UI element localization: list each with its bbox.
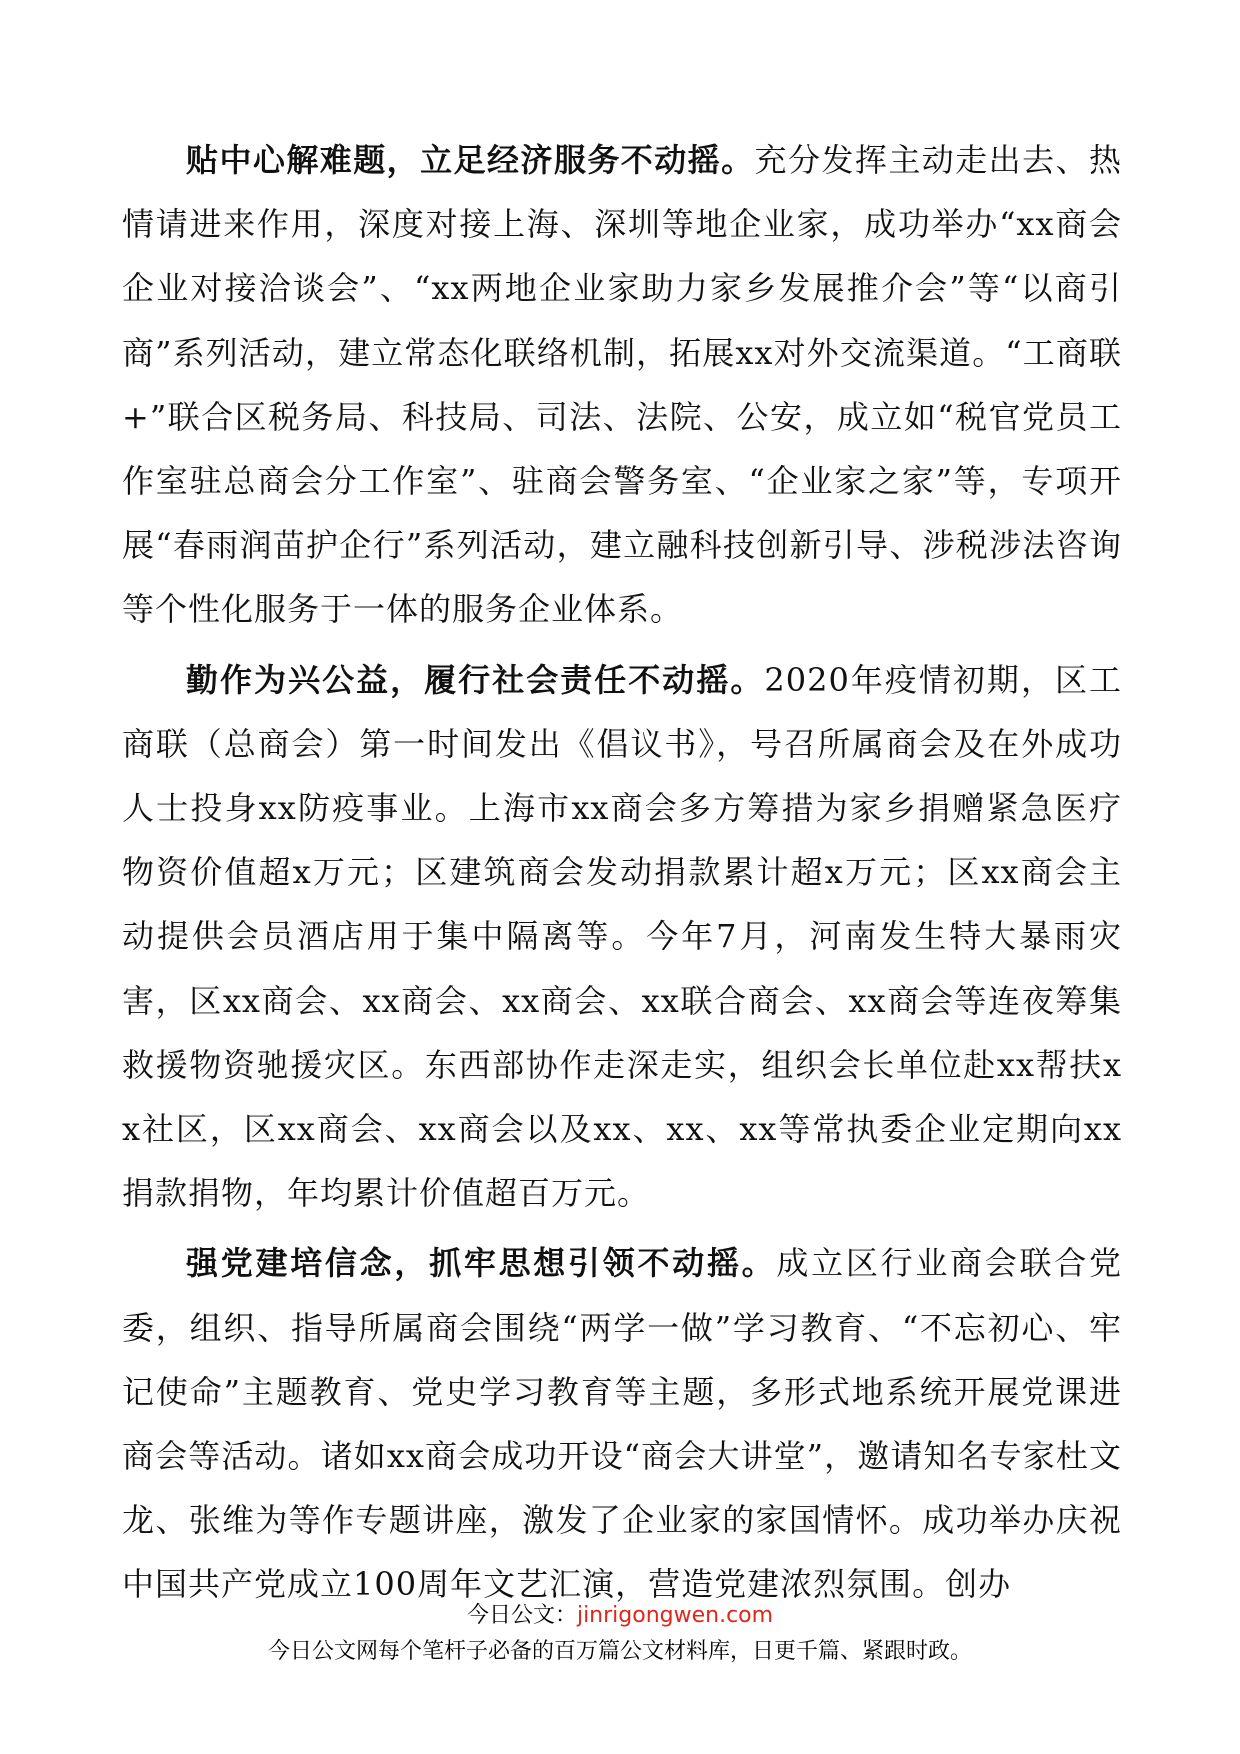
paragraph-text: 成立区行业商会联合党委，组织、指导所属商会围绕“两学一做”学习教育、“不忘初心、牢记使命”主题教育、党史学习教育等主题，多形式地系统开展党课进商会等活动。诸如xx商会成功开设“商会大讲堂”，邀请知名专家杜文龙、张维为等作专题讲座，激发了企业家的家国情怀。成功举办庆祝中国共产党成立100周年文艺汇演，营造党建浓烈氛围。创办 [122,1244,1122,1604]
footer-label: 今日公文： [466,1603,577,1628]
footer-source [0,1598,1240,1629]
paragraph-lead: 强党建培信念，抓牢思想引领不动摇。 [186,1244,777,1283]
paragraph-text: 2020年疫情初期，区工商联（总商会）第一时间发出《倡议书》，号召所属商会及在外成功人士投身xx防疫事业。上海市xx商会多方筹措为家乡捐赠紧急医疗物资价值超x万元；区建筑商会发动捐款累计超x万元；区xx商会主动提供会员酒店用于集中隔离等。今年7月，河南发生特大暴雨灾害，区xx商会、xx商会、xx商会、xx联合商会、xx商会等连夜筹集救援物资驰援灾区。东西部协作走深走实，组织会长单位赴xx帮扶xx社区，区xx商会、xx商会以及xx、xx、xx等常执委企业定期向xx捐款捐物，年均累计价值超百万元。 [122,660,1122,1213]
paragraph-text: 充分发挥主动走出去、热情请进来作用，深度对接上海、深圳等地企业家，成功举办“xx商会企业对接洽谈会”、“xx两地企业家助力家乡发展推介会”等“以商引商”系列活动，建立常态化联络机制，拓展xx对外交流渠道。“工商联+”联合区税务局、科技局、司法、法院、公安，成立如“税官党员工作室驻总商会分工作室”、驻商会警务室、“企业家之家”等，专项开展“春雨润苗护企行”系列活动，建立融科技创新引导、涉税涉法咨询等个性化服务于一体的服务企业体系。 [122,141,1122,629]
paragraph-social-responsibility [122,648,1122,1226]
paragraph-economic-service [122,128,1122,642]
paragraph-lead: 贴中心解难题，立足经济服务不动摇。 [186,141,755,179]
footer-tagline: 今日公文网每个笔杆子必备的百万篇公文材料库，日更千篇、紧跟时政。 [267,1639,972,1664]
document-body [122,128,1122,1623]
paragraph-lead: 勤作为兴公益，履行社会责任不动摇。 [186,660,765,699]
paragraph-party-building [122,1231,1122,1616]
footer-url-link[interactable]: jinrigongwen.com [576,1603,774,1628]
